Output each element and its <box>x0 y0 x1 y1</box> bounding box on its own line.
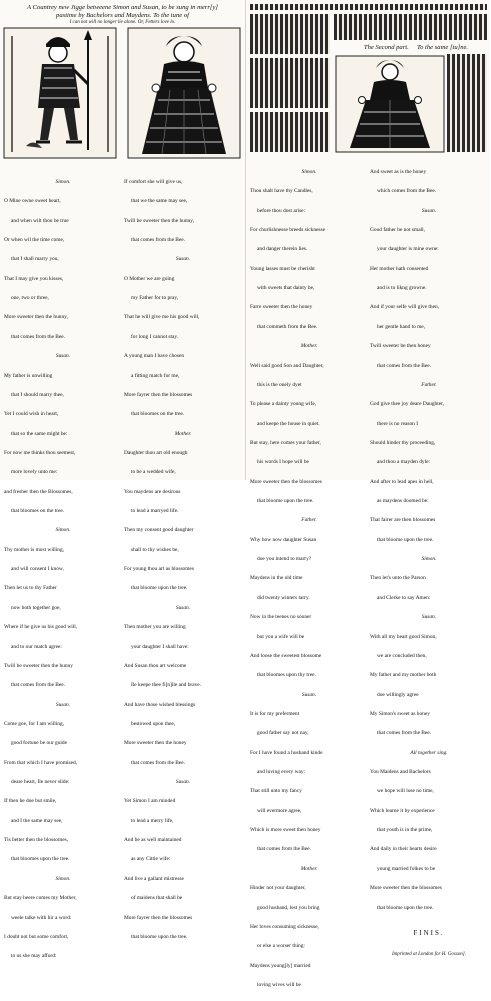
verse-line: that bloomes upon the tree. <box>11 856 70 863</box>
second-part-tune: To the same [tu]ne. <box>417 44 469 51</box>
verse-line: Come goe, for I am willing, <box>4 720 65 727</box>
verse-line: You Maidens and Bachelors <box>370 769 431 776</box>
verse-line: You maydens are desirous <box>124 488 181 495</box>
verse-line: Then let us to thy Father <box>4 585 57 592</box>
verse-line: If then he doe but smile, <box>4 798 57 805</box>
speaker-label: All together sing. <box>410 749 448 756</box>
ornamental-block <box>250 112 330 152</box>
verse-line: that bloomes on the tree. <box>131 411 185 418</box>
verse-line: that comes from the Bee. <box>377 730 432 737</box>
speaker-label: Simon. <box>55 527 71 534</box>
verse-line: and Clerke to say Amen: <box>377 594 431 601</box>
verse-line: More fayrer then the blossomes <box>124 914 193 921</box>
verse-line: Which is more sweet then honey <box>250 827 321 834</box>
speaker-label: Susan. <box>55 701 71 708</box>
verse-line: Twill sweeter be then honey <box>370 343 431 350</box>
verse-line: or else a worser thing: <box>257 943 305 950</box>
verse-line: that bloome upon the tree. <box>377 536 434 543</box>
verse-line: and when wilt thou be true <box>11 217 69 224</box>
speaker-label: Susan. <box>55 353 71 360</box>
verse-line: that bloome upon the tree. <box>377 904 434 911</box>
verse-line: More sweeter then the hunny, <box>4 314 68 321</box>
verse-line: that comes from the Bee. <box>131 759 186 766</box>
verse-line: of maidens that shall be <box>131 895 183 902</box>
verse-line: But stay heere comes my Mother, <box>4 895 77 902</box>
verse-line: Hinder not your daughter, <box>250 885 306 892</box>
tune-line: I can not will no longer lie alone. Or, Fetters love lo. <box>69 20 176 25</box>
verse-line: your daughter is mine owne: <box>377 246 439 253</box>
verse-line: Maydens in the old time <box>250 575 303 582</box>
verse-line: now both together goe, <box>11 604 61 611</box>
verse-line: good fortune be our guide <box>11 740 67 747</box>
verse-line: For I have found a husband kinde <box>250 749 323 756</box>
verse-line: to us she may afford: <box>11 953 57 960</box>
verse-line: And sweet as is the honey <box>370 168 427 175</box>
verse-line: that we the same may see, <box>131 198 188 205</box>
verse-line: which comes from the Bee. <box>377 188 437 195</box>
verse-line: will evermore agree, <box>257 807 302 814</box>
verse-line: My father is unwilling <box>4 372 53 379</box>
verse-line: Or when wil the time come, <box>4 236 65 243</box>
verse-line: more lovely unto me: <box>11 469 58 476</box>
verse-line: O Mine owne sweet heart, <box>4 198 61 205</box>
second-part-heading <box>341 43 491 52</box>
speaker-label: Simon. <box>301 168 317 175</box>
verse-line: that comes from the Bee. <box>257 846 312 853</box>
verse-line: Then let's unto the Parson <box>370 575 426 582</box>
verse-line: Ile keepe thee fi[n]ile and brave. <box>131 682 202 689</box>
verse-column-1 <box>4 166 122 973</box>
verse-line: Then my consent good daughter <box>124 527 194 534</box>
verse-line: For young thou art as blossomes <box>124 566 194 573</box>
verse-line: Daughter thou art old enough <box>124 449 188 456</box>
verse-line: Her mother hath consented <box>370 265 429 272</box>
verse-line: My Simon's sweet as honey <box>370 710 430 717</box>
verse-line: weele talke with hir a word: <box>11 914 72 921</box>
woodcut-lady-figure <box>336 56 444 152</box>
speaker-label: Simon. <box>421 556 437 563</box>
verse-line: And Susan thou art welcome <box>124 662 187 669</box>
ballad-title <box>4 4 241 26</box>
verse-column-4 <box>370 156 488 972</box>
verse-line: Which learne it by experience <box>370 807 435 814</box>
verse-line: and I the same may see, <box>11 817 63 824</box>
verse-line: as maydens doomed be: <box>377 498 429 505</box>
verse-line: but you a wife will be <box>257 633 305 640</box>
speaker-label: Susan. <box>421 207 437 214</box>
verse-line: good husband, lest you bring <box>257 904 320 911</box>
verse-line: there is no reason I <box>377 420 419 427</box>
verse-line: That still unto my fancy <box>250 788 302 795</box>
verse-line: that comes from the Bee. <box>11 333 66 340</box>
verse-line: My father and my mother both <box>370 672 437 679</box>
verse-line: Yet Simon I am minded <box>124 798 176 805</box>
second-part-page <box>245 0 491 988</box>
verse-line: and is to likng growne. <box>377 285 427 292</box>
verse-line: More sweeter then the blossomes <box>250 478 322 485</box>
finis-mark: FINIS. <box>413 928 445 937</box>
verse-line: doe you intend to marry? <box>257 556 312 563</box>
verse-line: More sweeter then the blossomes <box>370 885 442 892</box>
verse-line: And live a gallant mistresse <box>124 875 184 882</box>
verse-line: Why how now daughter Susan <box>250 536 317 543</box>
verse-line: and will consent I know, <box>11 566 64 573</box>
speaker-label: Susan. <box>175 604 191 611</box>
verse-line: and fresher then the Blossomes, <box>4 488 73 495</box>
verse-line: good father say not nay, <box>257 730 309 737</box>
verse-line: Maydens young[ly] married <box>250 962 311 969</box>
verse-line: that I shall marry you, <box>11 256 59 263</box>
verse-line: And have those wished blessings <box>124 701 196 708</box>
verse-column-3 <box>250 156 368 1001</box>
verse-line: I doubt not but some comfort, <box>4 933 69 940</box>
verse-line: her gentle hand to me, <box>377 323 426 330</box>
verse-line: Where if he give us his good will, <box>4 624 78 631</box>
verse-line: If comfort she will give us, <box>124 178 183 185</box>
title-line-2: pastime by Bachelors and Maydens. To the tune of <box>56 12 189 19</box>
verse-line: Yet I could wish in heart, <box>4 411 59 418</box>
verse-line: And daily in their hearts desire <box>370 846 437 853</box>
verse-line: From that which I have promised, <box>4 759 78 766</box>
verse-line: Should hinder thy proceeding, <box>370 439 436 446</box>
verse-line: For now me thinks thou seemest, <box>4 449 76 456</box>
woodcut-woman-in-gown <box>128 28 240 158</box>
verse-line: God give thee joy deare Daughter, <box>370 401 445 408</box>
verse-line: that so the same might be: <box>11 430 68 437</box>
ornamental-block <box>334 14 487 40</box>
verse-line: bestowed upon thee, <box>131 720 176 727</box>
speaker-label: Father. <box>421 381 437 388</box>
ornamental-block <box>447 54 487 152</box>
verse-line: Well said good Son and Daughter, <box>250 362 324 369</box>
verse-line: Twill be sweeter then the hunny <box>4 662 73 669</box>
verse-line: Tis better then the blossomes, <box>4 837 69 844</box>
ornamental-block <box>250 58 330 108</box>
speaker-label: Simon. <box>55 178 71 185</box>
second-part-label: The Second part. <box>363 44 409 51</box>
speaker-label: Mother. <box>300 865 318 872</box>
verse-line: your daughter I shall have: <box>131 643 189 650</box>
speaker-label: Susan. <box>421 614 437 621</box>
verse-line: his words I hope will be <box>257 459 309 466</box>
verse-line: Farre sweeter then the honey <box>250 304 313 311</box>
first-part-page <box>0 0 245 960</box>
verse-line: And after to lead apes in hell, <box>370 478 434 485</box>
verse-column-2 <box>124 166 242 953</box>
verse-line: that bloomes on the tree. <box>11 508 65 515</box>
verse-line: Young lasses must be cherisht <box>250 265 315 272</box>
speaker-label: Father. <box>301 517 317 524</box>
verse-line: that commeth from the Bee. <box>257 323 318 330</box>
verse-line: shall to thy wishes be, <box>131 546 179 553</box>
verse-line: to lead a merry life, <box>131 817 174 824</box>
verse-line: That he will give me his good will, <box>124 314 200 321</box>
verse-line: as any Cittie wife: <box>131 856 171 863</box>
verse-line: And loose the sweetest blossome <box>250 652 322 659</box>
speaker-label: Susan. <box>301 691 317 698</box>
verse-line: that bloome upon the tree. <box>131 933 188 940</box>
verse-line: we hope will lose no time, <box>377 788 434 795</box>
speaker-label: Mother. <box>174 430 192 437</box>
verse-line: that comes from the Bee. <box>131 236 186 243</box>
speaker-label: Mother. <box>300 343 318 350</box>
verse-line: doe willingly agree <box>377 691 419 698</box>
title-line-1: A Countrey new Jigge betweene Simon and Susan, to be sung in merr[y] <box>26 4 218 11</box>
speaker-label: Susan. <box>175 779 191 786</box>
verse-line: But stay, here comes your father, <box>250 439 321 446</box>
verse-line: for long I cannot stay. <box>131 333 179 340</box>
verse-line: a fitting match for me, <box>131 372 180 379</box>
verse-line: one, two or three, <box>11 295 49 302</box>
verse-line: before thou dost arise: <box>257 207 306 214</box>
verse-line: and to our match agree: <box>11 643 62 650</box>
imprint-line: Imprinted at London for H. Gosson]. <box>391 952 467 958</box>
verse-line: A young man I have chosen <box>124 353 185 360</box>
ornamental-border-top <box>250 4 487 10</box>
verse-line: Then mother you are willing <box>124 624 186 631</box>
verse-line: that comes from the Bee. <box>377 362 432 369</box>
verse-line: To please a dainty young wife, <box>250 401 317 408</box>
verse-line: That I may give you kisses, <box>4 275 64 282</box>
verse-line: And if your selfe will give then, <box>370 304 440 311</box>
verse-line: that bloomes upon thy tree. <box>257 672 316 679</box>
verse-line: that bloome upon the tree. <box>131 585 188 592</box>
verse-line: deare heart, Ile never slide: <box>11 779 70 786</box>
ornamental-block <box>250 14 330 54</box>
verse-line: and thou a mayden dyle: <box>377 459 430 466</box>
woodcut-man-with-staff <box>4 28 116 158</box>
verse-line: and loving every way: <box>257 769 306 776</box>
verse-line: and keepe the house in quiet. <box>257 420 320 427</box>
verse-line: we are concluded then, <box>377 652 427 659</box>
speaker-label: Susan. <box>175 256 191 263</box>
verse-line: to lead a marryed life. <box>131 508 179 515</box>
verse-line: young married folkes to be <box>377 865 436 872</box>
verse-line: More sweeter then the honey <box>124 740 187 747</box>
verse-line: that bloome upon the tree. <box>257 498 314 505</box>
verse-line: And be as well maintained <box>124 837 182 844</box>
verse-line: that comes from the Bee. <box>11 682 66 689</box>
verse-line: this is the onely dyet <box>257 381 302 388</box>
verse-line: Thou shalt have thy Candles, <box>250 188 313 195</box>
verse-line: with sweets that dainty be, <box>257 285 315 292</box>
verse-line: that I should marry thee, <box>11 391 64 398</box>
verse-line: Thy mother is most willing, <box>4 546 65 553</box>
verse-line: O Mother we are going <box>124 275 175 282</box>
verse-line: did twenty winters tarry. <box>257 594 310 601</box>
verse-line: my Father for to pray, <box>131 295 179 302</box>
verse-line: That fairer are then blossomes <box>370 517 436 524</box>
verse-line: Her loves consuming sicknesse, <box>250 923 319 930</box>
verse-line: Good father be not small, <box>370 226 425 233</box>
verse-line: With all my heart good Simon, <box>370 633 437 640</box>
verse-line: to be a wedded wife, <box>131 469 176 476</box>
verse-line: Twill be sweeter then the hunny, <box>124 217 194 224</box>
verse-line: More fayrer then the blossomes <box>124 391 193 398</box>
verse-line: Now in the teenes no sooner <box>250 614 312 621</box>
verse-line: For churlishnesse breeds sicknesse <box>250 226 326 233</box>
verse-line: that youth is in the prime, <box>377 827 433 834</box>
verse-line: and danger therein lies. <box>257 246 308 253</box>
verse-line: loving wives will be <box>257 982 301 988</box>
verse-line: It is for my preferment <box>250 710 300 717</box>
speaker-label: Simon. <box>55 875 71 882</box>
